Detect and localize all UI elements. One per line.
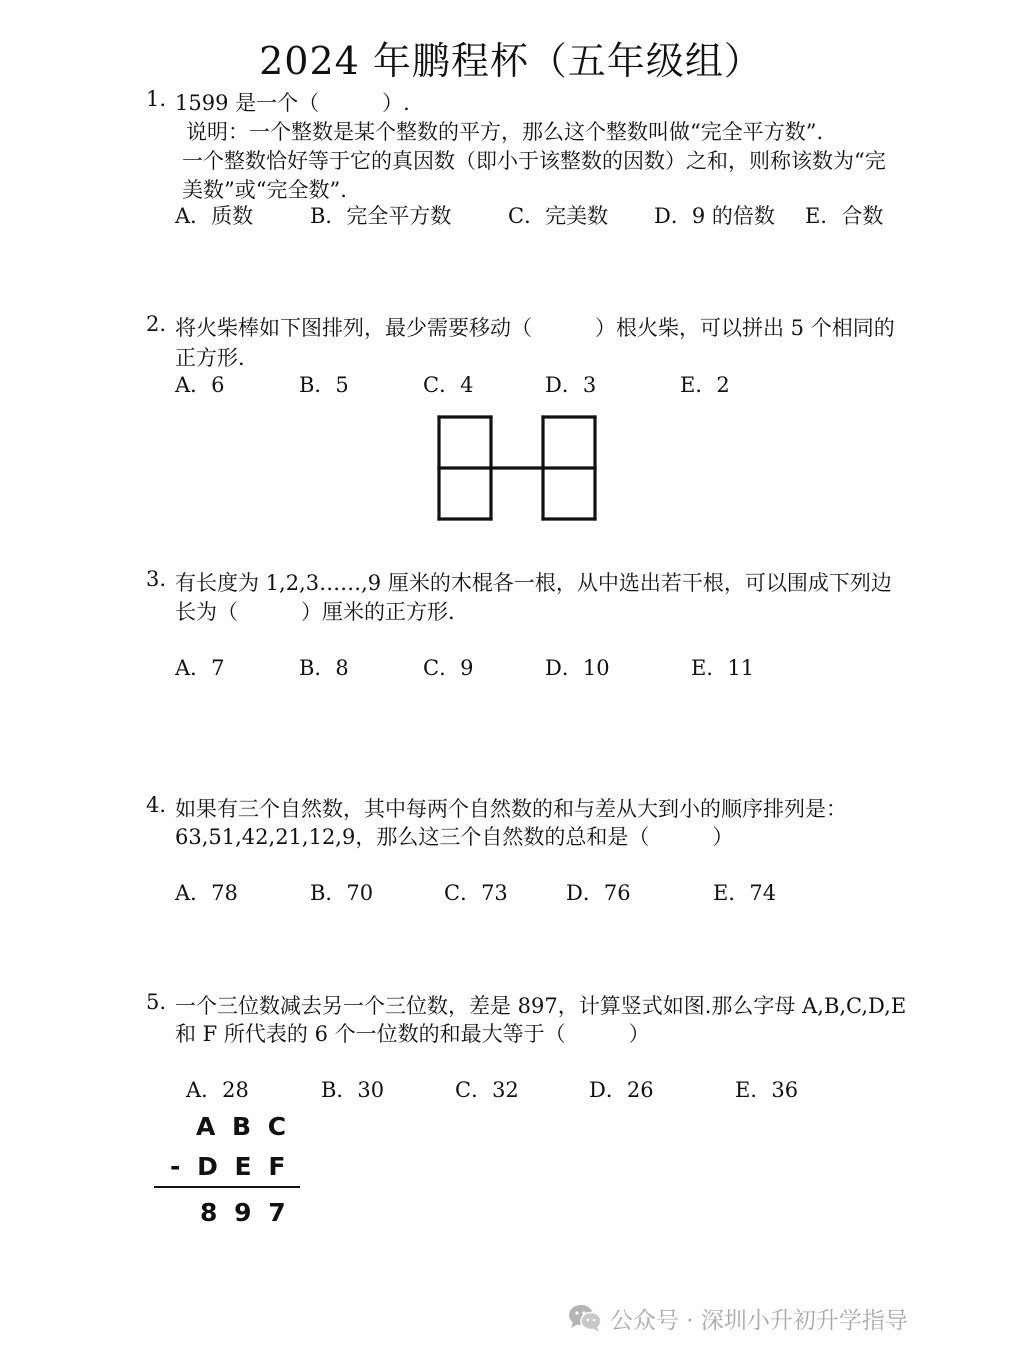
question-text: 长为（ ）厘米的正方形. xyxy=(175,600,455,624)
option-a: A．6 xyxy=(175,373,225,397)
question-note: 一个整数恰好等于它的真因数（即小于该整数的因数）之和，则称该数为“完 xyxy=(182,149,886,173)
question-text: 有长度为 1,2,3……,9 厘米的木棍各一根，从中选出若干根，可以围成下列边 xyxy=(175,571,892,595)
vertical-subtraction xyxy=(150,1108,320,1238)
question-note: 说明：一个整数是某个整数的平方，那么这个整数叫做“完全平方数”. xyxy=(186,120,824,144)
question-text: 正方形. xyxy=(175,346,245,370)
question-text: 如果有三个自然数，其中每两个自然数的和与差从大到小的顺序排列是： xyxy=(175,797,847,821)
option-c: C．32 xyxy=(455,1078,519,1102)
watermark xyxy=(568,1298,908,1338)
option-d: D．3 xyxy=(545,373,597,397)
question-number: 4. xyxy=(146,793,167,817)
option-e: E．2 xyxy=(680,373,730,397)
option-b: B．70 xyxy=(310,881,374,905)
question-text: 和 F 所代表的 6 个一位数的和最大等于（ ） xyxy=(175,1022,650,1046)
option-d: D．76 xyxy=(566,881,631,905)
option-e: E．11 xyxy=(691,656,755,680)
option-b: B．5 xyxy=(299,373,349,397)
option-e: E．36 xyxy=(735,1078,799,1102)
option-b: B．30 xyxy=(321,1078,385,1102)
option-d: D．10 xyxy=(545,656,610,680)
question-number: 3. xyxy=(146,567,167,591)
option-a: A．78 xyxy=(175,881,238,905)
option-e: E．74 xyxy=(713,881,777,905)
question-text: 一个三位数减去另一个三位数，差是 897，计算竖式如图.那么字母 A,B,C,D,E xyxy=(175,994,907,1018)
subtrahend-row: - D E F xyxy=(170,1152,290,1181)
difference-row: 8 9 7 xyxy=(200,1198,290,1227)
question-text: 63,51,42,21,12,9，那么这三个自然数的总和是（ ） xyxy=(175,825,734,849)
question-number: 2. xyxy=(146,312,167,336)
option-b: B．完全平方数 xyxy=(310,204,452,228)
question-text: 将火柴棒如下图排列，最少需要移动（ ）根火柴，可以拼出 5 个相同的 xyxy=(175,316,895,340)
option-b: B．8 xyxy=(299,656,349,680)
question-number: 1. xyxy=(146,87,167,111)
option-d: D．26 xyxy=(589,1078,654,1102)
option-c: C．73 xyxy=(444,881,508,905)
minuend-row: A B C xyxy=(196,1112,291,1141)
option-c: C．完美数 xyxy=(508,204,609,228)
option-a: A．质数 xyxy=(175,204,254,228)
option-c: C．9 xyxy=(423,656,474,680)
option-a: A．28 xyxy=(186,1078,249,1102)
watermark-text: 公众号 · 深圳小升初升学指导 xyxy=(610,1307,908,1334)
matchstick-figure xyxy=(430,408,605,528)
question-note: 美数”或“完全数”. xyxy=(182,178,347,202)
option-d: D．9 的倍数 xyxy=(654,204,775,228)
subtraction-line xyxy=(154,1186,300,1188)
wechat-icon xyxy=(568,1303,602,1333)
option-a: A．7 xyxy=(175,656,225,680)
option-e: E．合数 xyxy=(805,204,884,228)
page-title: 2024 年鹏程杯（五年级组） xyxy=(259,39,763,83)
option-c: C．4 xyxy=(423,373,474,397)
question-number: 5. xyxy=(146,990,167,1014)
question-text: 1599 是一个（ ）. xyxy=(175,91,410,115)
